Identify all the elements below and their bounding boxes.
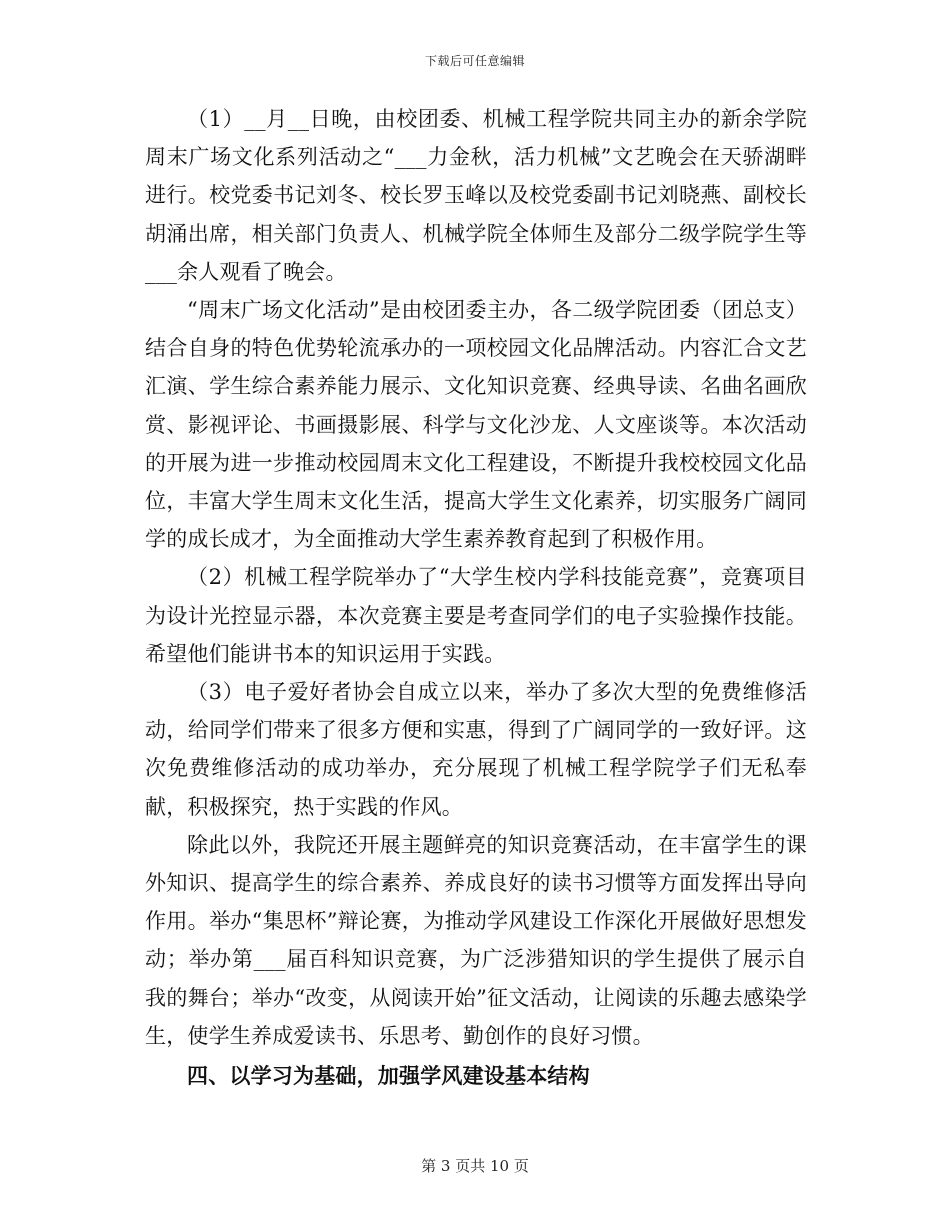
paragraph-repair-activity: （3）电子爱好者协会自成立以来，举办了多次大型的免费维修活动，给同学们带来了很多方便和实惠，得到了广阔同学的一致好评。这次免费维修活动的成功举办，充分展现了机械工程学院学子们无私奉献，积极探究，热于实践的作风。	[145, 680, 807, 819]
paragraph-weekend-culture: “周末广场文化活动”是由校团委主办，各二级学院团委（团总支）结合自身的特色优势轮流承办的一项校园文化品牌活动。内容汇合文艺汇演、学生综合素养能力展示、文化知识竞赛、经典导读、名曲名画欣赏、影视评论、书画摄影展、科学与文化沙龙、人文座谈等。本次活动的开展为进一步推动校园周末文化工程建设，不断提升我校校园文化品位，丰富大学生周末文化生活，提高大学生文化素养，切实服务广阔同学的成长成才，为全面推动大学生素养教育起到了积极作用。	[145, 298, 807, 552]
document-body	[145, 100, 807, 1097]
paragraph-skills-contest: （2）机械工程学院举办了“大学生校内学科技能竞赛”，竞赛项目为设计光控显示器，本次竞赛主要是考查同学们的电子实验操作技能。希望他们能讲书本的知识运用于实践。	[145, 565, 807, 666]
paragraph-knowledge-contest: 除此以外，我院还开展主题鲜亮的知识竞赛活动，在丰富学生的课外知识、提高学生的综合素养、养成良好的读书习惯等方面发挥出导向作用。举办“集思杯”辩论赛，为推动学风建设工作深化开展做好思想发动；举办第___届百科知识竞赛，为广泛涉猎知识的学生提供了展示自我的舞台；举办“改变，从阅读开始”征文活动，让阅读的乐趣去感染学生，使学生养成爱读书、乐思考、勤创作的良好习惯。	[145, 832, 807, 1048]
page-number: 第 3 页共 10 页	[421, 1157, 529, 1175]
page-header: 下载后可任意编辑	[424, 54, 525, 68]
paragraph-event-gala: （1）__月__日晚，由校团委、机械工程学院共同主办的新余学院周末广场文化系列活动之“___力金秋，活力机械”文艺晚会在天骄湖畔进行。校党委书记刘冬、校长罗玉峰以及校党委副书记刘晓燕、副校长胡涌出席，相关部门负责人、机械学院全体师生及部分二级学院学生等___余人观看了晚会。	[145, 107, 807, 284]
section-heading: 四、以学习为基础，加强学风建设基本结构	[187, 1063, 590, 1089]
